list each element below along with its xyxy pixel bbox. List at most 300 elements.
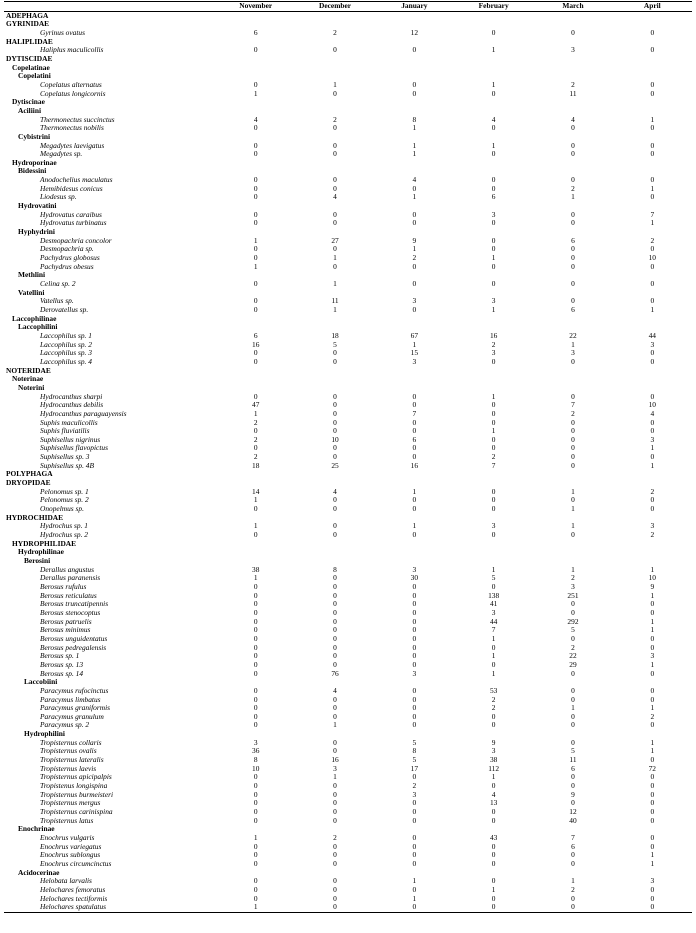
count-cell: 4 — [253, 115, 258, 124]
count-cell: 38 — [252, 565, 260, 574]
empty-cell — [295, 159, 374, 168]
count-cell: 0 — [650, 280, 655, 288]
count-cell: 0 — [253, 150, 258, 159]
count-cell: 1 — [491, 305, 496, 314]
count-cell: 0 — [253, 427, 258, 436]
count-cell: 0 — [491, 531, 496, 540]
count-cell: 2 — [333, 28, 337, 37]
species-row — [4, 895, 692, 904]
empty-cell — [533, 202, 612, 211]
count-cell: 7 — [650, 210, 655, 219]
species-name: Laccophilus sp. 3 — [40, 349, 92, 358]
count-cell: 0 — [333, 141, 337, 150]
species-row — [4, 254, 692, 263]
count-cell: 0 — [412, 859, 417, 868]
count-cell: 0 — [571, 418, 575, 427]
species-row — [4, 341, 692, 350]
species-name: Helobata larvalis — [40, 877, 92, 886]
empty-cell — [375, 323, 454, 332]
species-row — [4, 877, 692, 886]
count-cell: 3 — [491, 349, 496, 358]
empty-cell — [613, 869, 692, 878]
count-cell: 12 — [569, 808, 577, 817]
empty-cell — [375, 315, 454, 324]
species-name: Enochrus vulgaris — [40, 834, 95, 842]
count-cell: 12 — [410, 28, 419, 37]
count-cell: 0 — [253, 124, 258, 133]
taxon-heading-row — [4, 548, 692, 557]
taxon-heading-row — [4, 540, 692, 549]
empty-cell — [295, 514, 374, 523]
count-cell: 16 — [252, 340, 260, 349]
count-cell: 10 — [648, 401, 656, 410]
count-cell: 0 — [412, 210, 417, 219]
empty-cell — [216, 375, 295, 384]
count-cell: 3 — [412, 669, 417, 678]
count-cell: 7 — [491, 626, 496, 635]
species-row — [4, 185, 692, 194]
count-cell: 1 — [412, 245, 417, 254]
count-cell: 0 — [650, 834, 655, 842]
count-cell: 1 — [491, 254, 496, 263]
empty-cell — [295, 38, 374, 47]
count-cell: 0 — [333, 712, 337, 721]
count-cell: 0 — [333, 582, 337, 591]
species-row — [4, 704, 692, 713]
empty-cell — [454, 323, 533, 332]
empty-cell — [295, 557, 374, 566]
count-cell: 0 — [412, 427, 417, 436]
count-cell: 0 — [491, 409, 496, 418]
count-cell: 2 — [571, 574, 575, 583]
species-row — [4, 349, 692, 358]
count-cell: 1 — [650, 617, 655, 626]
species-row — [4, 522, 692, 531]
count-cell: 3 — [412, 790, 417, 799]
count-cell: 1 — [491, 80, 496, 89]
count-cell: 0 — [571, 254, 575, 263]
empty-cell — [375, 271, 454, 280]
species-name: Tropisternus collaris — [40, 738, 102, 747]
count-cell: 0 — [491, 418, 496, 427]
empty-cell — [613, 289, 692, 298]
count-cell: 3 — [571, 349, 575, 358]
empty-cell — [216, 167, 295, 176]
species-name: Berosus truncatipennis — [40, 600, 109, 609]
species-name: Tropisternus lateralis — [40, 756, 104, 765]
count-cell: 0 — [650, 799, 655, 808]
count-cell: 0 — [253, 773, 258, 782]
empty-cell — [454, 107, 533, 116]
header-row — [4, 2, 692, 12]
count-cell: 0 — [375, 903, 454, 912]
empty-cell — [613, 202, 692, 211]
count-cell: 0 — [650, 885, 655, 894]
count-cell: 0 — [571, 245, 575, 254]
count-cell: 1 — [650, 444, 655, 453]
count-cell: 1 — [412, 193, 417, 202]
empty-cell — [533, 228, 612, 237]
empty-cell — [454, 159, 533, 168]
count-cell: 1 — [216, 903, 295, 912]
count-cell: 2 — [253, 418, 258, 427]
empty-cell — [613, 825, 692, 834]
count-cell: 0 — [571, 28, 575, 37]
count-cell: 0 — [650, 46, 655, 55]
count-cell: 0 — [253, 669, 258, 678]
empty-cell — [454, 64, 533, 73]
count-cell: 0 — [571, 461, 575, 470]
species-name: Paracymus rufocinctus — [40, 686, 109, 695]
count-cell: 0 — [253, 600, 258, 609]
count-cell: 0 — [253, 305, 258, 314]
species-name: Paracymus limbatus — [40, 695, 101, 704]
count-cell: 0 — [491, 236, 496, 245]
taxon-heading: Methlini — [18, 271, 46, 280]
species-name: Hydrovatus turbinatus — [40, 219, 107, 228]
taxon-heading: NOTERIDAE — [6, 366, 51, 375]
species-row — [4, 618, 692, 627]
taxon-heading: Cybistrini — [18, 132, 51, 141]
empty-cell — [216, 64, 295, 73]
empty-cell — [454, 869, 533, 878]
count-cell: 1 — [571, 522, 575, 531]
count-cell: 0 — [333, 859, 337, 868]
species-name: Desmopachria sp. — [40, 245, 94, 254]
count-cell: 25 — [331, 461, 339, 470]
count-cell: 0 — [412, 89, 417, 98]
count-cell: 0 — [333, 600, 337, 609]
species-row — [4, 211, 692, 220]
count-cell: 11 — [569, 89, 577, 98]
empty-cell — [533, 540, 612, 549]
empty-cell — [216, 548, 295, 557]
empty-cell — [533, 869, 612, 878]
species-row — [4, 46, 692, 55]
count-cell: 1 — [333, 721, 337, 730]
taxon-heading-row — [4, 55, 692, 64]
empty-cell — [533, 107, 612, 116]
empty-cell — [613, 514, 692, 523]
taxon-heading-row — [4, 38, 692, 47]
count-cell: 0 — [333, 851, 337, 860]
species-row — [4, 116, 692, 125]
species-row — [4, 410, 692, 419]
empty-cell — [375, 228, 454, 237]
count-cell: 1 — [650, 115, 655, 124]
count-cell: 0 — [491, 28, 496, 37]
count-cell: 0 — [333, 660, 337, 669]
count-cell: 8 — [253, 756, 258, 765]
empty-cell — [454, 133, 533, 142]
count-cell: 0 — [253, 46, 258, 55]
empty-cell — [295, 20, 374, 29]
count-cell: 0 — [253, 877, 258, 886]
count-cell: 0 — [533, 903, 612, 912]
species-name: Pelonomus sp. 1 — [40, 487, 89, 496]
species-name: Berosus stenocoptus — [40, 608, 101, 617]
count-cell: 4 — [571, 115, 575, 124]
count-cell: 0 — [491, 505, 496, 514]
species-name: Paracymus sp. 2 — [40, 721, 90, 730]
count-cell: 0 — [571, 634, 575, 643]
count-cell: 1 — [650, 660, 655, 669]
count-cell: 3 — [650, 877, 655, 886]
count-cell: 0 — [333, 695, 337, 704]
count-cell: 0 — [571, 859, 575, 868]
count-cell: 1 — [571, 487, 575, 496]
empty-cell — [375, 479, 454, 488]
count-cell: 0 — [412, 453, 417, 462]
count-cell: 0 — [412, 617, 417, 626]
count-cell: 0 — [613, 903, 692, 912]
taxon-heading: Noterinae — [12, 375, 44, 384]
count-cell: 0 — [571, 695, 575, 704]
empty-cell — [375, 557, 454, 566]
count-cell: 0 — [571, 427, 575, 436]
species-row — [4, 505, 692, 514]
count-cell: 0 — [412, 885, 417, 894]
species-row — [4, 297, 692, 306]
count-cell: 2 — [571, 184, 575, 193]
species-name: Berosus pedregalensis — [40, 643, 107, 652]
empty-cell — [375, 825, 454, 834]
count-cell: 0 — [333, 46, 337, 55]
count-cell: 0 — [491, 184, 496, 193]
species-row — [4, 696, 692, 705]
species-name: Suphis fluviatilis — [40, 427, 90, 436]
species-name: Tropisternus latus — [40, 816, 94, 825]
count-cell: 0 — [650, 608, 655, 617]
count-cell: 27 — [331, 236, 339, 245]
species-row — [4, 306, 692, 315]
taxon-heading-row — [4, 367, 692, 376]
count-cell: 22 — [569, 331, 577, 340]
species-row — [4, 263, 692, 272]
empty-cell — [613, 470, 692, 479]
count-cell: 0 — [333, 799, 337, 808]
count-cell: 1 — [650, 738, 655, 747]
empty-cell — [533, 159, 612, 168]
count-cell: 4 — [333, 193, 337, 202]
empty-cell — [533, 730, 612, 739]
count-cell: 0 — [491, 487, 496, 496]
count-cell: 0 — [571, 712, 575, 721]
species-name: Enochrus sublongus — [40, 851, 101, 860]
count-cell: 138 — [488, 591, 500, 600]
empty-cell — [216, 289, 295, 298]
count-cell: 0 — [491, 808, 496, 817]
count-cell: 0 — [650, 124, 655, 133]
count-cell: 0 — [650, 600, 655, 609]
count-cell: 0 — [491, 401, 496, 410]
count-cell: 0 — [650, 453, 655, 462]
taxon-heading-row — [4, 202, 692, 211]
species-row — [4, 592, 692, 601]
count-cell: 1 — [253, 834, 258, 842]
empty-cell — [375, 202, 454, 211]
count-cell: 0 — [412, 46, 417, 55]
count-cell: 0 — [333, 392, 337, 401]
count-cell: 0 — [333, 496, 337, 505]
count-cell: 1 — [412, 124, 417, 133]
count-cell: 1 — [491, 773, 496, 782]
count-cell: 0 — [333, 816, 337, 825]
empty-cell — [216, 678, 295, 687]
species-name: Tropistenus longispina — [40, 782, 108, 791]
count-cell: 0 — [571, 851, 575, 860]
species-row — [4, 453, 692, 462]
species-name: Laccophilus sp. 4 — [40, 357, 92, 366]
empty-cell — [454, 825, 533, 834]
count-cell: 13 — [489, 799, 498, 808]
count-cell: 1 — [650, 859, 655, 868]
empty-cell — [375, 72, 454, 81]
species-row — [4, 791, 692, 800]
species-row — [4, 756, 692, 765]
count-cell: 0 — [333, 262, 337, 271]
count-cell: 1 — [491, 669, 496, 678]
species-row — [4, 124, 692, 133]
count-cell: 1 — [650, 565, 655, 574]
taxon-heading-row — [4, 271, 692, 280]
empty-cell — [454, 289, 533, 298]
header-month: April — [613, 2, 692, 12]
empty-cell — [216, 72, 295, 81]
count-cell: 1 — [253, 496, 258, 505]
count-cell: 1 — [412, 487, 417, 496]
count-cell: 67 — [410, 331, 419, 340]
count-cell: 0 — [650, 418, 655, 427]
empty-cell — [216, 107, 295, 116]
species-row — [4, 687, 692, 696]
count-cell: 0 — [253, 782, 258, 791]
species-name: Helochares spatulatus — [4, 903, 216, 912]
count-cell: 0 — [253, 885, 258, 894]
count-cell: 0 — [333, 219, 337, 228]
empty-cell — [533, 678, 612, 687]
species-row — [4, 747, 692, 756]
taxon-heading: HALIPLIDAE — [6, 37, 53, 46]
species-name: Paracymus granulum — [40, 712, 104, 721]
count-cell: 112 — [488, 764, 500, 773]
species-row — [4, 29, 692, 38]
species-row — [4, 358, 692, 367]
species-row — [4, 393, 692, 402]
empty-cell — [295, 730, 374, 739]
count-cell: 292 — [567, 617, 579, 626]
count-cell: 0 — [571, 773, 575, 782]
count-cell: 0 — [333, 608, 337, 617]
taxon-heading-row — [4, 557, 692, 566]
species-name: Suphis maculicollis — [40, 418, 98, 427]
count-cell: 1 — [650, 626, 655, 635]
count-cell: 0 — [571, 721, 575, 730]
taxon-heading: ADEPHAGA — [6, 11, 49, 20]
empty-cell — [533, 323, 612, 332]
empty-cell — [613, 375, 692, 384]
count-cell: 6 — [571, 305, 575, 314]
count-cell: 0 — [412, 660, 417, 669]
count-cell: 36 — [252, 747, 260, 756]
count-cell: 0 — [253, 790, 258, 799]
count-cell: 3 — [491, 608, 496, 617]
count-cell: 43 — [489, 834, 498, 842]
count-cell: 4 — [333, 487, 337, 496]
count-cell: 0 — [412, 652, 417, 661]
count-cell: 0 — [333, 877, 337, 886]
count-cell: 0 — [491, 357, 496, 366]
count-cell: 0 — [412, 496, 417, 505]
species-name: Hydrochus sp. 1 — [40, 522, 88, 531]
taxon-heading-row — [4, 133, 692, 142]
count-cell: 0 — [650, 634, 655, 643]
count-cell: 0 — [650, 80, 655, 89]
count-cell: 0 — [412, 505, 417, 514]
count-cell: 44 — [648, 331, 656, 340]
empty-cell — [216, 730, 295, 739]
species-name: Berosus reticulatus — [40, 591, 97, 600]
count-cell: 0 — [571, 782, 575, 791]
empty-cell — [295, 869, 374, 878]
count-cell: 8 — [412, 747, 417, 756]
count-cell: 251 — [567, 591, 579, 600]
count-cell: 72 — [648, 764, 656, 773]
count-cell: 0 — [333, 444, 337, 453]
taxon-heading-row — [4, 678, 692, 687]
count-cell: 0 — [333, 894, 337, 903]
count-cell: 3 — [491, 210, 496, 219]
empty-cell — [454, 557, 533, 566]
count-cell: 0 — [253, 210, 258, 219]
count-cell: 0 — [412, 531, 417, 540]
empty-cell — [454, 479, 533, 488]
empty-cell — [216, 271, 295, 280]
species-row — [4, 280, 692, 289]
taxon-heading: Hydrovatini — [18, 202, 57, 211]
count-cell: 11 — [569, 756, 577, 765]
count-cell: 0 — [491, 150, 496, 159]
taxon-heading: POLYPHAGA — [6, 470, 53, 479]
count-cell: 0 — [650, 686, 655, 695]
count-cell: 0 — [253, 816, 258, 825]
count-cell: 0 — [491, 496, 496, 505]
count-cell: 0 — [650, 176, 655, 185]
empty-cell — [375, 133, 454, 142]
count-cell: 0 — [253, 184, 258, 193]
count-cell: 14 — [252, 487, 260, 496]
taxon-heading: HYDROPHILIDAE — [12, 539, 77, 548]
count-cell: 4 — [333, 686, 337, 695]
count-cell: 0 — [571, 141, 575, 150]
taxon-heading: Hydrophilini — [24, 730, 65, 739]
count-cell: 0 — [412, 808, 417, 817]
count-cell: 0 — [491, 851, 496, 860]
empty-cell — [454, 730, 533, 739]
count-cell: 1 — [333, 80, 337, 89]
count-cell: 0 — [253, 608, 258, 617]
count-cell: 0 — [571, 608, 575, 617]
empty-cell — [533, 55, 612, 64]
species-row — [4, 644, 692, 653]
count-cell: 6 — [571, 764, 575, 773]
count-cell: 0 — [571, 600, 575, 609]
count-cell: 0 — [253, 582, 258, 591]
count-cell: 1 — [253, 574, 258, 583]
count-cell: 0 — [412, 401, 417, 410]
taxon-heading: Laccobiini — [24, 678, 58, 687]
count-cell: 2 — [571, 80, 575, 89]
